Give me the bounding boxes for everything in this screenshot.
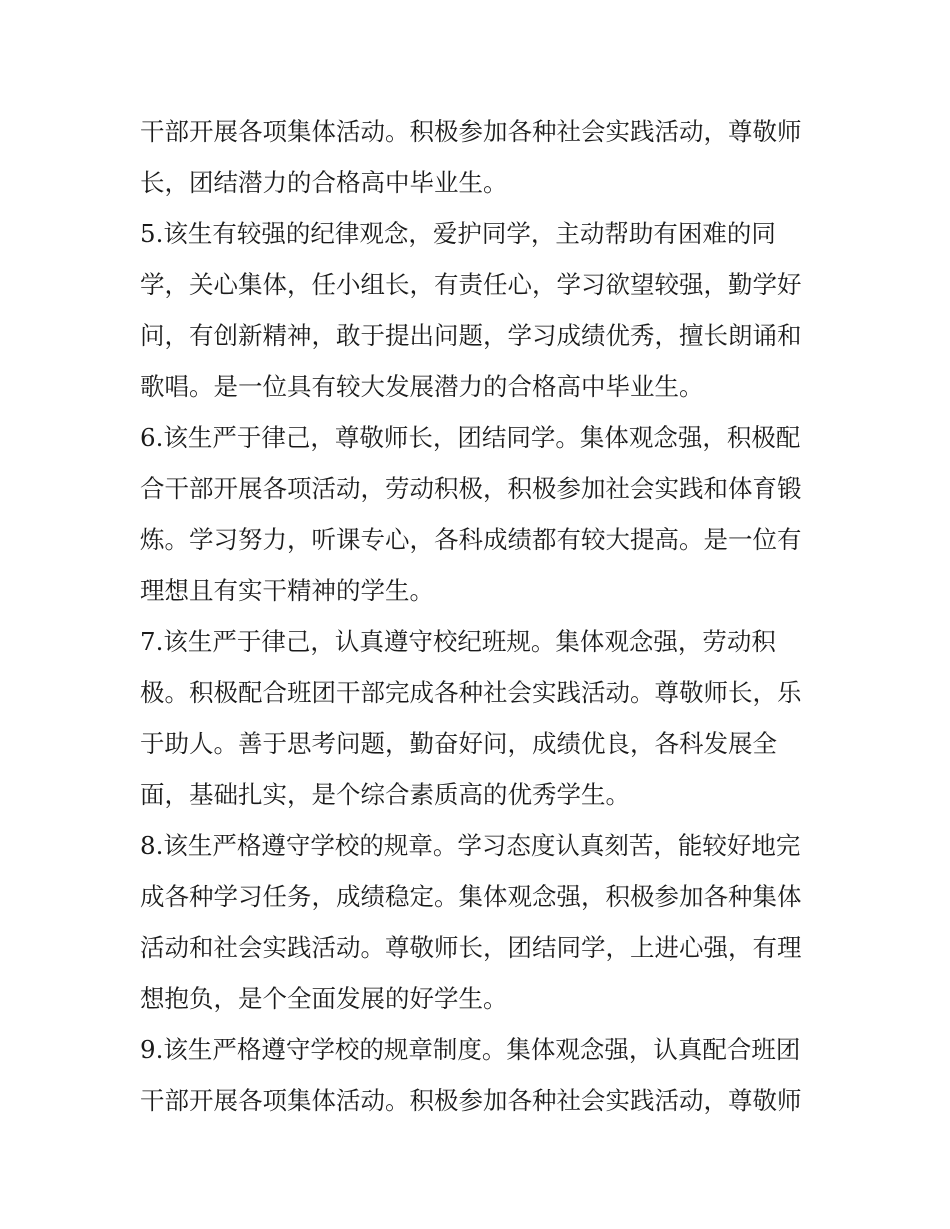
text-line: 理想且有实干精神的学生。 — [140, 576, 434, 605]
text-line: 想抱负，是个全面发展的好学生。 — [140, 984, 508, 1013]
text-line: 干部开展各项集体活动。积极参加各种社会实践活动，尊敬师 — [140, 1086, 802, 1115]
text-line: 8.该生严格遵守学校的规章。学习态度认真刻苦，能较好地完 — [140, 831, 801, 860]
text-line: 干部开展各项集体活动。积极参加各种社会实践活动，尊敬师 — [140, 117, 802, 146]
text-line: 于助人。善于思考问题，勤奋好问，成绩优良，各科发展全 — [140, 729, 777, 758]
text-line: 活动和社会实践活动。尊敬师长，团结同学，上进心强，有理 — [140, 933, 802, 962]
text-line: 面，基础扎实，是个综合素质高的优秀学生。 — [140, 780, 630, 809]
text-line: 长，团结潜力的合格高中毕业生。 — [140, 168, 508, 197]
text-line: 学，关心集体，任小组长，有责任心，学习欲望较强，勤学好 — [140, 270, 802, 299]
text-line: 9.该生严格遵守学校的规章制度。集体观念强，认真配合班团 — [140, 1035, 801, 1064]
text-line: 成各种学习任务，成绩稳定。集体观念强，积极参加各种集体 — [140, 882, 802, 911]
text-line: 歌唱。是一位具有较大发展潜力的合格高中毕业生。 — [140, 372, 704, 401]
text-line: 5.该生有较强的纪律观念，爱护同学，主动帮助有困难的同 — [140, 219, 776, 248]
text-line: 极。积极配合班团干部完成各种社会实践活动。尊敬师长，乐 — [140, 678, 802, 707]
document-body — [140, 106, 820, 1126]
text-line: 炼。学习努力，听课专心，各科成绩都有较大提高。是一位有 — [140, 525, 802, 554]
text-line: 6.该生严于律己，尊敬师长，团结同学。集体观念强，积极配 — [140, 423, 801, 452]
text-line: 问，有创新精神，敢于提出问题，学习成绩优秀，擅长朗诵和 — [140, 321, 802, 350]
text-line: 7.该生严于律己，认真遵守校纪班规。集体观念强，劳动积 — [140, 627, 776, 656]
text-line: 合干部开展各项活动，劳动积极，积极参加社会实践和体育锻 — [140, 474, 802, 503]
